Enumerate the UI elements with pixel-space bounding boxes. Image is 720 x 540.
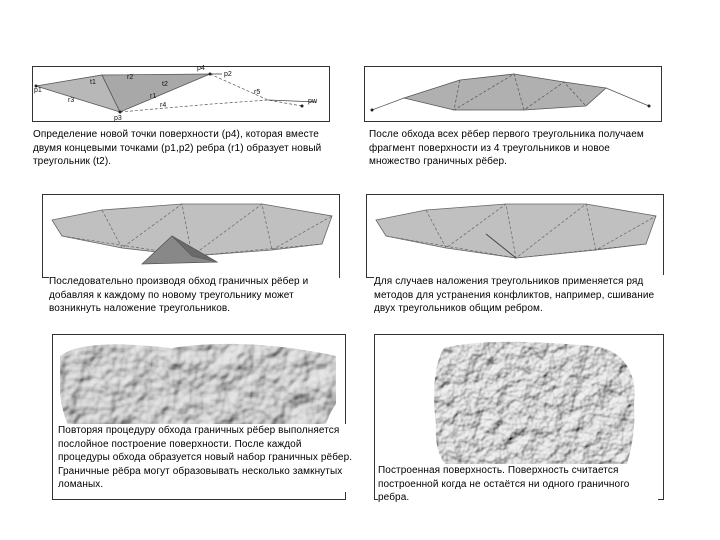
label-r4: r4 — [160, 102, 167, 109]
label-pw: pw — [308, 98, 317, 105]
caption-2: После обхода всех рёбер первого треугольника получаем фрагмент поверхности из 4 треугольников и новое множество граничных рёбер. — [369, 128, 659, 169]
label-p3: p3 — [114, 115, 122, 122]
label-r5: r5 — [254, 89, 261, 96]
triangulation-diagram-4 — [366, 194, 666, 276]
label-r2: r2 — [127, 74, 134, 81]
triangulation-diagram-1 — [32, 62, 332, 124]
label-t1: t1 — [90, 79, 96, 86]
label-r1: r1 — [150, 93, 157, 100]
caption-5: Повторяя процедуру обхода граничных рёбер выполняется послойное построение поверхности. После каждой процедуры обхода образуется новый набор граничных рёбер. Граничные рёбра могут образовывать несколько замкнутых ломаных. — [58, 425, 353, 491]
label-p1: p1 — [34, 87, 42, 94]
label-p4: p4 — [197, 65, 205, 72]
caption-4: Для случаев наложения треугольников применяется ряд методов для устранения конфликтов, например, сшивание двух треугольников общим ребром. — [374, 275, 664, 316]
caption-3: Последовательно производя обход граничных рёбер и добавляя к каждому по новому треугольнику может возникнуть наложение треугольников. — [49, 275, 339, 316]
caption-6: Построенная поверхность. Поверхность считается построенной когда не остаётся ни одного граничного ребра. — [378, 464, 658, 505]
caption-1: Определение новой точки поверхности (p4), которая вместе двумя концевыми точками (p1,p2) ребра (r1) образует новый треугольник (t2). — [33, 128, 333, 169]
label-p2: p2 — [224, 71, 232, 78]
triangulation-diagram-2 — [364, 60, 664, 122]
triangulation-diagram-3 — [42, 194, 342, 276]
label-r3: r3 — [68, 97, 75, 104]
label-t2: t2 — [162, 81, 168, 88]
